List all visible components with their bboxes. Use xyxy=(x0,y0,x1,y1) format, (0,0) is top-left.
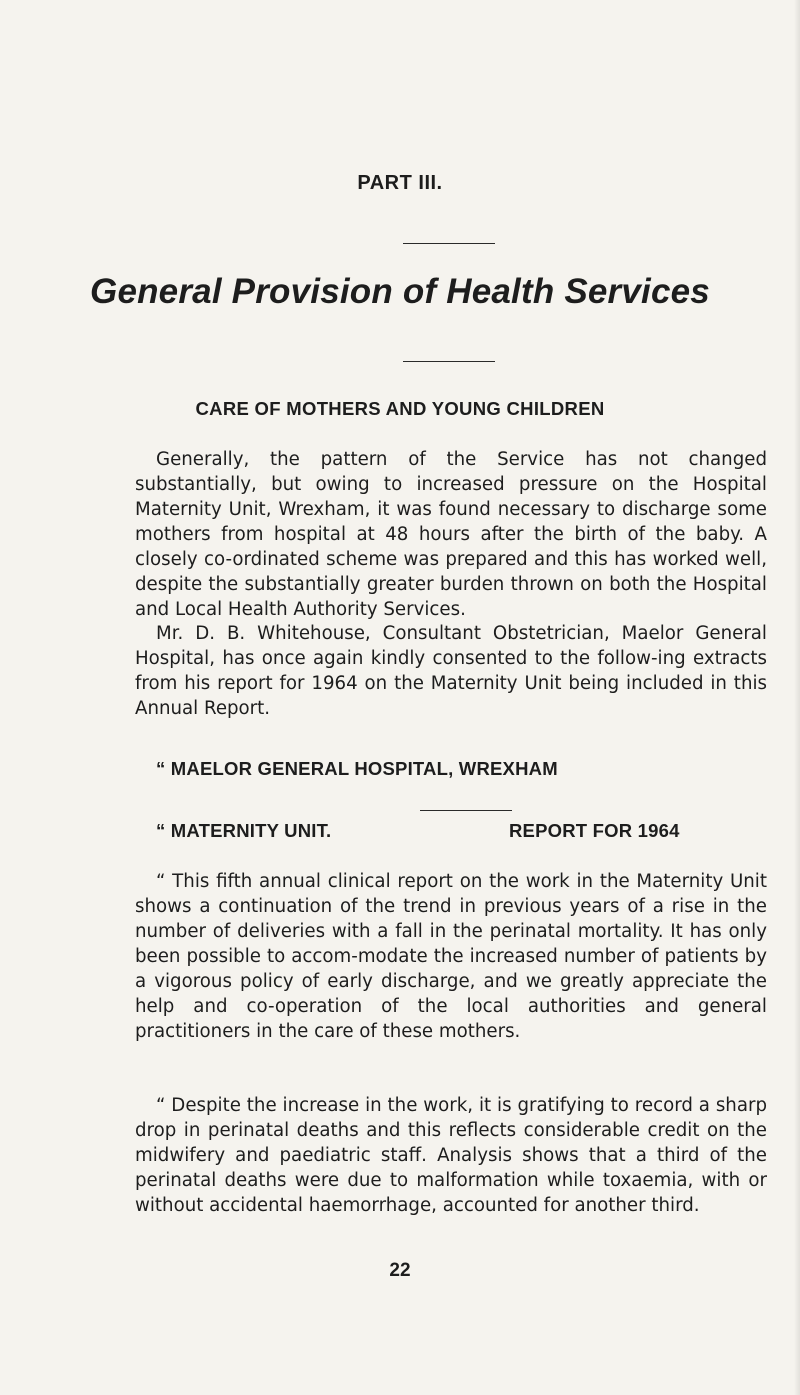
divider-rule xyxy=(403,243,495,244)
section-heading: CARE OF MOTHERS AND YOUNG CHILDREN xyxy=(195,398,605,419)
part-heading: PART III. xyxy=(357,172,443,194)
page-number: 22 xyxy=(389,1260,411,1281)
body-paragraph: Generally, the pattern of the Service has not changed substantially, but owing to increased pressure on the Hospital Maternity Unit, Wrexham, it was found necessary to discharge some mothers from hospital at 48 hours after the birth of the baby. A closely co-ordinated scheme was prepared and this has worked well, despite the substantially greater burden thrown on both the Hospital and Local Health Authority Services. xyxy=(135,449,767,620)
page-title: General Provision of Health Services xyxy=(90,272,710,311)
body-paragraph: Mr. D. B. Whitehouse, Consultant Obstetrician, Maelor General Hospital, has once again kindly consented to the follow-ing extracts from his report for 1964 on the Maternity Unit being included in this Annual Report. xyxy=(135,623,767,719)
body-paragraph: “ This fifth annual clinical report on the work in the Maternity Unit shows a continuation of the trend in previous years of a rise in the number of deliveries with a fall in the perinatal mortality. It has only been possible to accom-modate the increased number of patients by a vigorous policy of early discharge, and we greatly appreciate the help and co-operation of the local authorities and general practitioners in the care of these mothers. xyxy=(135,871,767,1042)
unit-heading: “ MATERNITY UNIT. xyxy=(156,820,332,841)
divider-rule xyxy=(403,361,495,362)
hospital-heading: “ MAELOR GENERAL HOSPITAL, WREXHAM xyxy=(156,758,558,779)
divider-rule xyxy=(420,810,512,811)
body-paragraph: “ Despite the increase in the work, it is gratifying to record a sharp drop in perinatal deaths and this reflects considerable credit on the midwifery and paediatric staff. Analysis shows that a third of the perinatal deaths were due to malformation while toxaemia, with or without accidental haemorrhage, accounted for another third. xyxy=(135,1095,767,1216)
page-edge-shadow xyxy=(794,0,800,1395)
report-year-heading: REPORT FOR 1964 xyxy=(509,820,680,841)
